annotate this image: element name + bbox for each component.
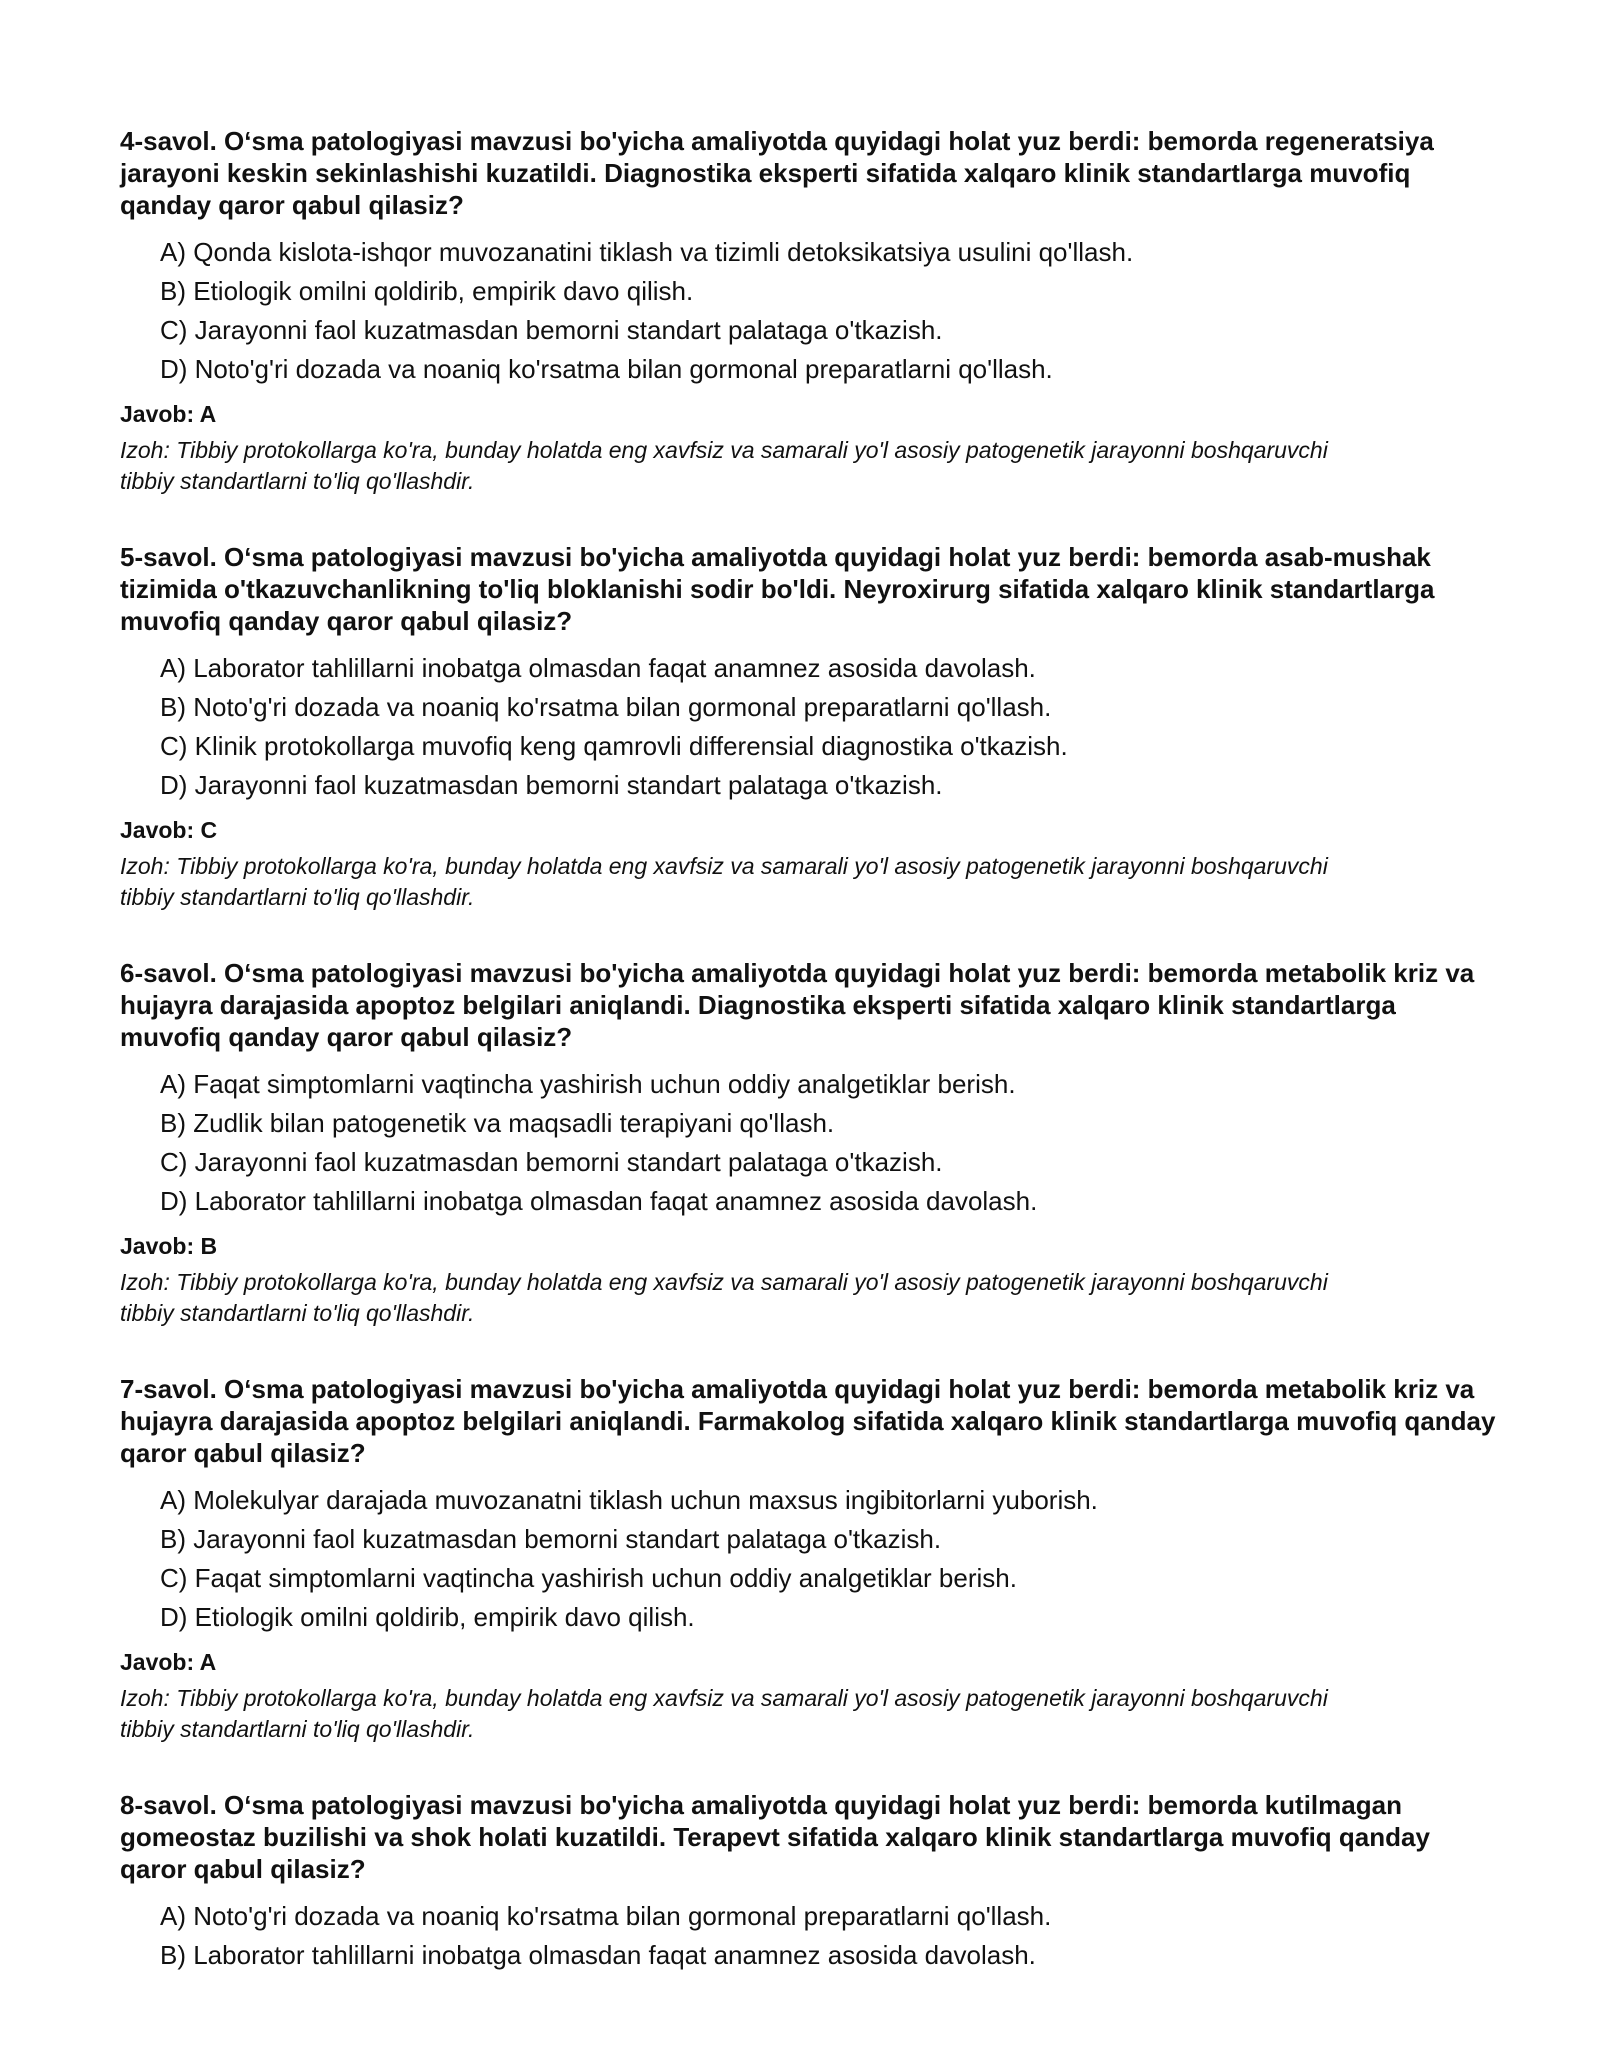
answer-label: Javob: B xyxy=(120,1233,218,1259)
option-b: B) Jarayonni faol kuzatmasdan bemorni standart palataga o'tkazish. xyxy=(160,1524,942,1554)
explanation-note: Izoh: Tibbiy protokollarga ko'ra, bunday holatda eng xavfsiz va samarali yo'l asosiy patogenetik jarayonni boshqaruvchi tibbiy standartlarni to'liq qo'llashdir. xyxy=(120,1685,1328,1742)
option-d: D) Etiologik omilni qoldirib, empirik davo qilish. xyxy=(160,1602,695,1632)
question-block xyxy=(120,1789,1500,1975)
option-list xyxy=(120,1065,1500,1221)
answer-label: Javob: A xyxy=(120,1649,217,1675)
explanation-note: Izoh: Tibbiy protokollarga ko'ra, bunday holatda eng xavfsiz va samarali yo'l asosiy patogenetik jarayonni boshqaruvchi tibbiy standartlarni to'liq qo'llashdir. xyxy=(120,853,1328,910)
answer-label: Javob: A xyxy=(120,401,217,427)
document-page xyxy=(120,125,1500,2019)
option-list xyxy=(120,649,1500,805)
question-title: 4-savol. O‘sma patologiyasi mavzusi bo'yicha amaliyotda quyidagi holat yuz berdi: bemorda regeneratsiya jarayoni keskin sekinlashishi kuzatildi. Diagnostika eksperti sifatida xalqaro klinik standartlarga muvofiq qanday qaror qabul qilasiz? xyxy=(120,126,1434,220)
question-block xyxy=(120,125,1500,497)
option-b: B) Laborator tahlillarni inobatga olmasdan faqat anamnez asosida davolash. xyxy=(160,1940,1036,1970)
option-c: C) Jarayonni faol kuzatmasdan bemorni standart palataga o'tkazish. xyxy=(160,1147,943,1177)
option-c: C) Faqat simptomlarni vaqtincha yashirish uchun oddiy analgetiklar berish. xyxy=(160,1563,1017,1593)
option-list xyxy=(120,1481,1500,1637)
option-c: C) Jarayonni faol kuzatmasdan bemorni standart palataga o'tkazish. xyxy=(160,315,943,345)
question-title: 6-savol. O‘sma patologiyasi mavzusi bo'yicha amaliyotda quyidagi holat yuz berdi: bemorda metabolik kriz va hujayra darajasida apoptoz belgilari aniqlandi. Diagnostika eksperti sifatida xalqaro klinik standartlarga muvofiq qanday qaror qabul qilasiz? xyxy=(120,958,1475,1052)
option-d: D) Noto'g'ri dozada va noaniq ko'rsatma bilan gormonal preparatlarni qo'llash. xyxy=(160,354,1053,384)
question-block xyxy=(120,1373,1500,1745)
option-a: A) Noto'g'ri dozada va noaniq ko'rsatma bilan gormonal preparatlarni qo'llash. xyxy=(160,1901,1052,1931)
option-b: B) Zudlik bilan patogenetik va maqsadli terapiyani qo'llash. xyxy=(160,1108,835,1138)
option-b: B) Noto'g'ri dozada va noaniq ko'rsatma bilan gormonal preparatlarni qo'llash. xyxy=(160,692,1052,722)
question-title: 5-savol. O‘sma patologiyasi mavzusi bo'yicha amaliyotda quyidagi holat yuz berdi: bemorda asab-mushak tizimida o'tkazuvchanlikning to'liq bloklanishi sodir bo'ldi. Neyroxirurg sifatida xalqaro klinik standartlarga muvofiq qanday qaror qabul qilasiz? xyxy=(120,542,1435,636)
explanation-note: Izoh: Tibbiy protokollarga ko'ra, bunday holatda eng xavfsiz va samarali yo'l asosiy patogenetik jarayonni boshqaruvchi tibbiy standartlarni to'liq qo'llashdir. xyxy=(120,1269,1328,1326)
question-title: 7-savol. O‘sma patologiyasi mavzusi bo'yicha amaliyotda quyidagi holat yuz berdi: bemorda metabolik kriz va hujayra darajasida apoptoz belgilari aniqlandi. Farmakolog sifatida xalqaro klinik standartlarga muvofiq qanday qaror qabul qilasiz? xyxy=(120,1374,1496,1468)
option-a: A) Laborator tahlillarni inobatga olmasdan faqat anamnez asosida davolash. xyxy=(160,653,1036,683)
explanation-note: Izoh: Tibbiy protokollarga ko'ra, bunday holatda eng xavfsiz va samarali yo'l asosiy patogenetik jarayonni boshqaruvchi tibbiy standartlarni to'liq qo'llashdir. xyxy=(120,437,1328,494)
option-list xyxy=(120,233,1500,389)
option-a: A) Faqat simptomlarni vaqtincha yashirish uchun oddiy analgetiklar berish. xyxy=(160,1069,1016,1099)
option-a: A) Molekulyar darajada muvozanatni tiklash uchun maxsus ingibitorlarni yuborish. xyxy=(160,1485,1098,1515)
option-d: D) Laborator tahlillarni inobatga olmasdan faqat anamnez asosida davolash. xyxy=(160,1186,1038,1216)
option-b: B) Etiologik omilni qoldirib, empirik davo qilish. xyxy=(160,276,694,306)
question-block xyxy=(120,541,1500,913)
option-list xyxy=(120,1897,1500,1975)
option-c: C) Klinik protokollarga muvofiq keng qamrovli differensial diagnostika o'tkazish. xyxy=(160,731,1068,761)
answer-label: Javob: C xyxy=(120,817,218,843)
question-block xyxy=(120,957,1500,1329)
question-title: 8-savol. O‘sma patologiyasi mavzusi bo'yicha amaliyotda quyidagi holat yuz berdi: bemorda kutilmagan gomeostaz buzilishi va shok holati kuzatildi. Terapevt sifatida xalqaro klinik standartlarga muvofiq qanday qaror qabul qilasiz? xyxy=(120,1790,1430,1884)
option-d: D) Jarayonni faol kuzatmasdan bemorni standart palataga o'tkazish. xyxy=(160,770,943,800)
option-a: A) Qonda kislota-ishqor muvozanatini tiklash va tizimli detoksikatsiya usulini qo'llash. xyxy=(160,237,1134,267)
